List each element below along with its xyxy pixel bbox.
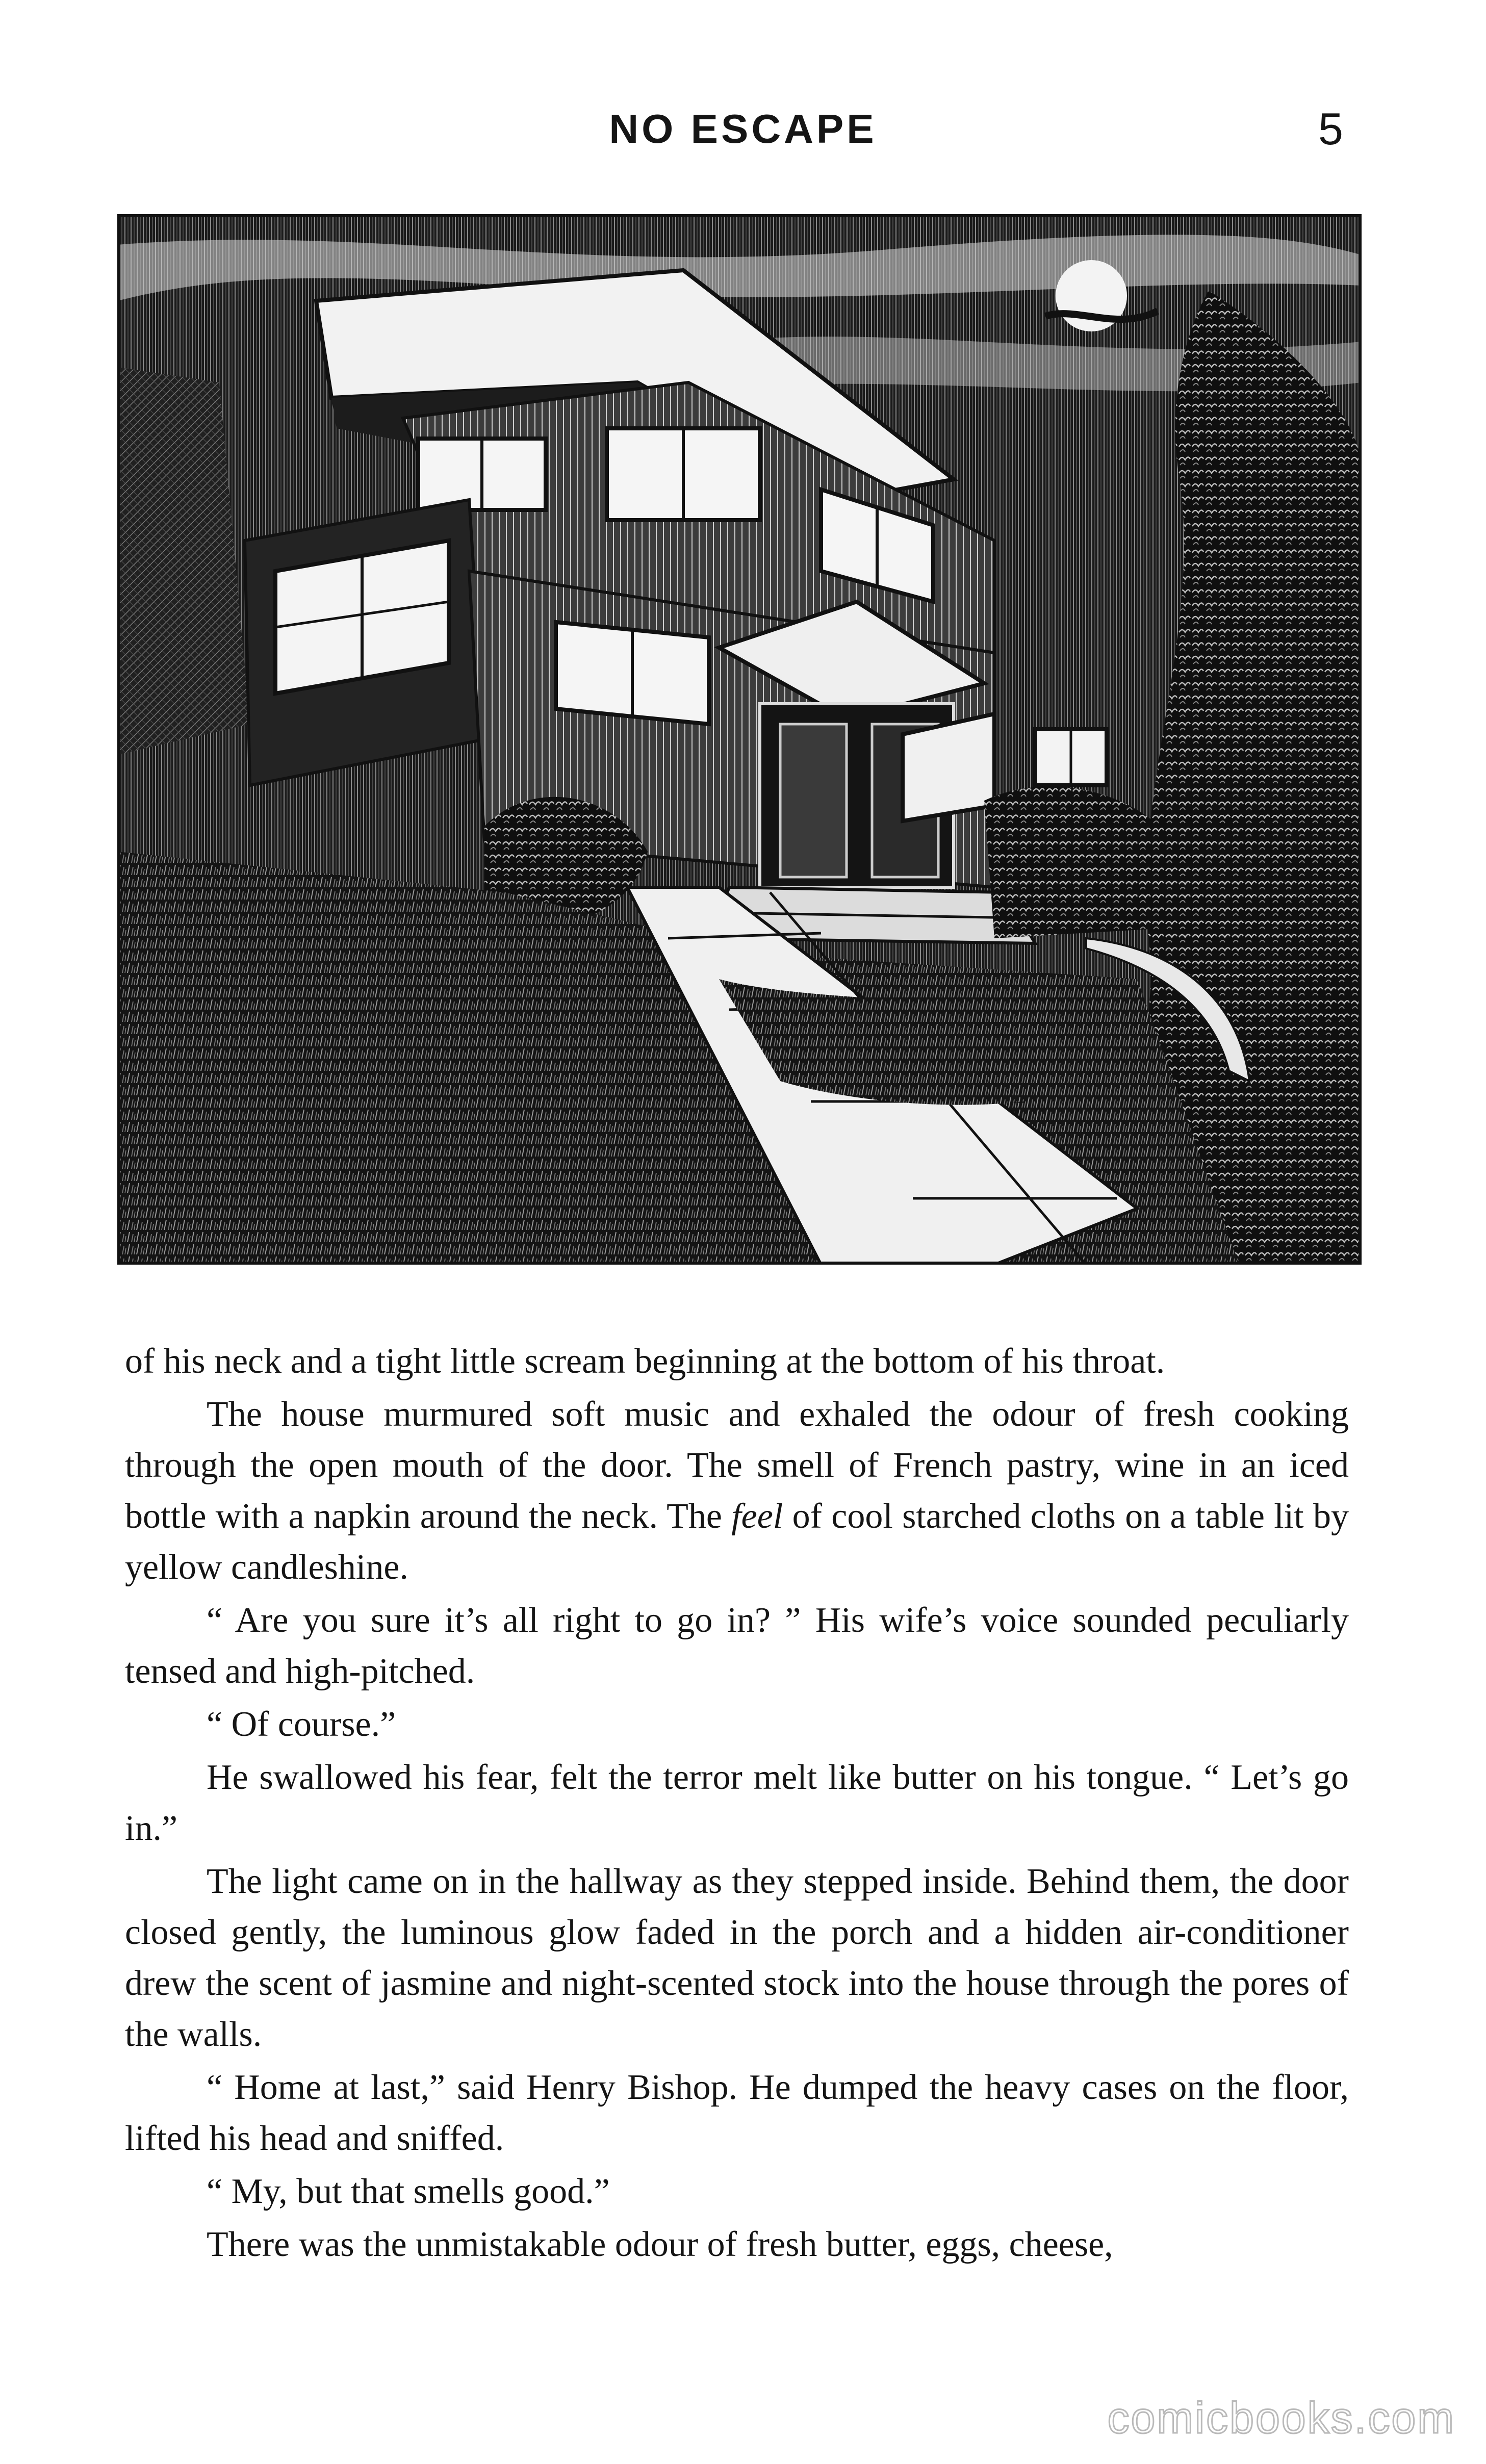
- italic-word: feel: [731, 1497, 783, 1536]
- text-run: of cool starched cloths on a table lit by yellow candleshine.: [125, 1497, 1349, 1587]
- paragraph: [125, 1389, 1349, 1593]
- body-text: [125, 1336, 1349, 2272]
- watermark: comicbooks.com: [1107, 2394, 1455, 2443]
- text-run: The house murmured soft music and exhaled the odour of fresh cooking through the open mouth of the door. The smell of French pastry, wine in an iced bottle with a napkin around the neck. The: [125, 1395, 1349, 1536]
- paragraph: The light came on in the hallway as they stepped inside. Behind them, the door closed gently, the luminous glow faded in the porch and a hidden air-conditioner drew the scent of jasmine and night-scented stock into the house through the pores of the walls.: [125, 1862, 1349, 2054]
- running-title: NO ESCAPE: [609, 106, 877, 151]
- paragraph: There was the unmistakable odour of fresh butter, eggs, cheese,: [207, 2225, 1113, 2264]
- paragraph: “ Are you sure it’s all right to go in? ” His wife’s voice sounded peculiarly tensed and high-pitched.: [125, 1601, 1349, 1691]
- running-head: [0, 101, 1486, 157]
- paragraph: “ Home at last,” said Henry Bishop. He dumped the heavy cases on the floor, lifted his head and sniffed.: [125, 2068, 1349, 2158]
- page-number: 5: [1318, 104, 1343, 154]
- paragraph: of his neck and a tight little scream beginning at the bottom of his throat.: [125, 1342, 1165, 1381]
- paragraph: He swallowed his fear, felt the terror melt like butter on his tongue. “ Let’s go in.”: [125, 1758, 1349, 1848]
- paragraph: “ Of course.”: [207, 1705, 396, 1744]
- paragraph: “ My, but that smells good.”: [207, 2172, 610, 2211]
- house-illustration: [117, 214, 1362, 1265]
- house-drawing: [117, 214, 1362, 1265]
